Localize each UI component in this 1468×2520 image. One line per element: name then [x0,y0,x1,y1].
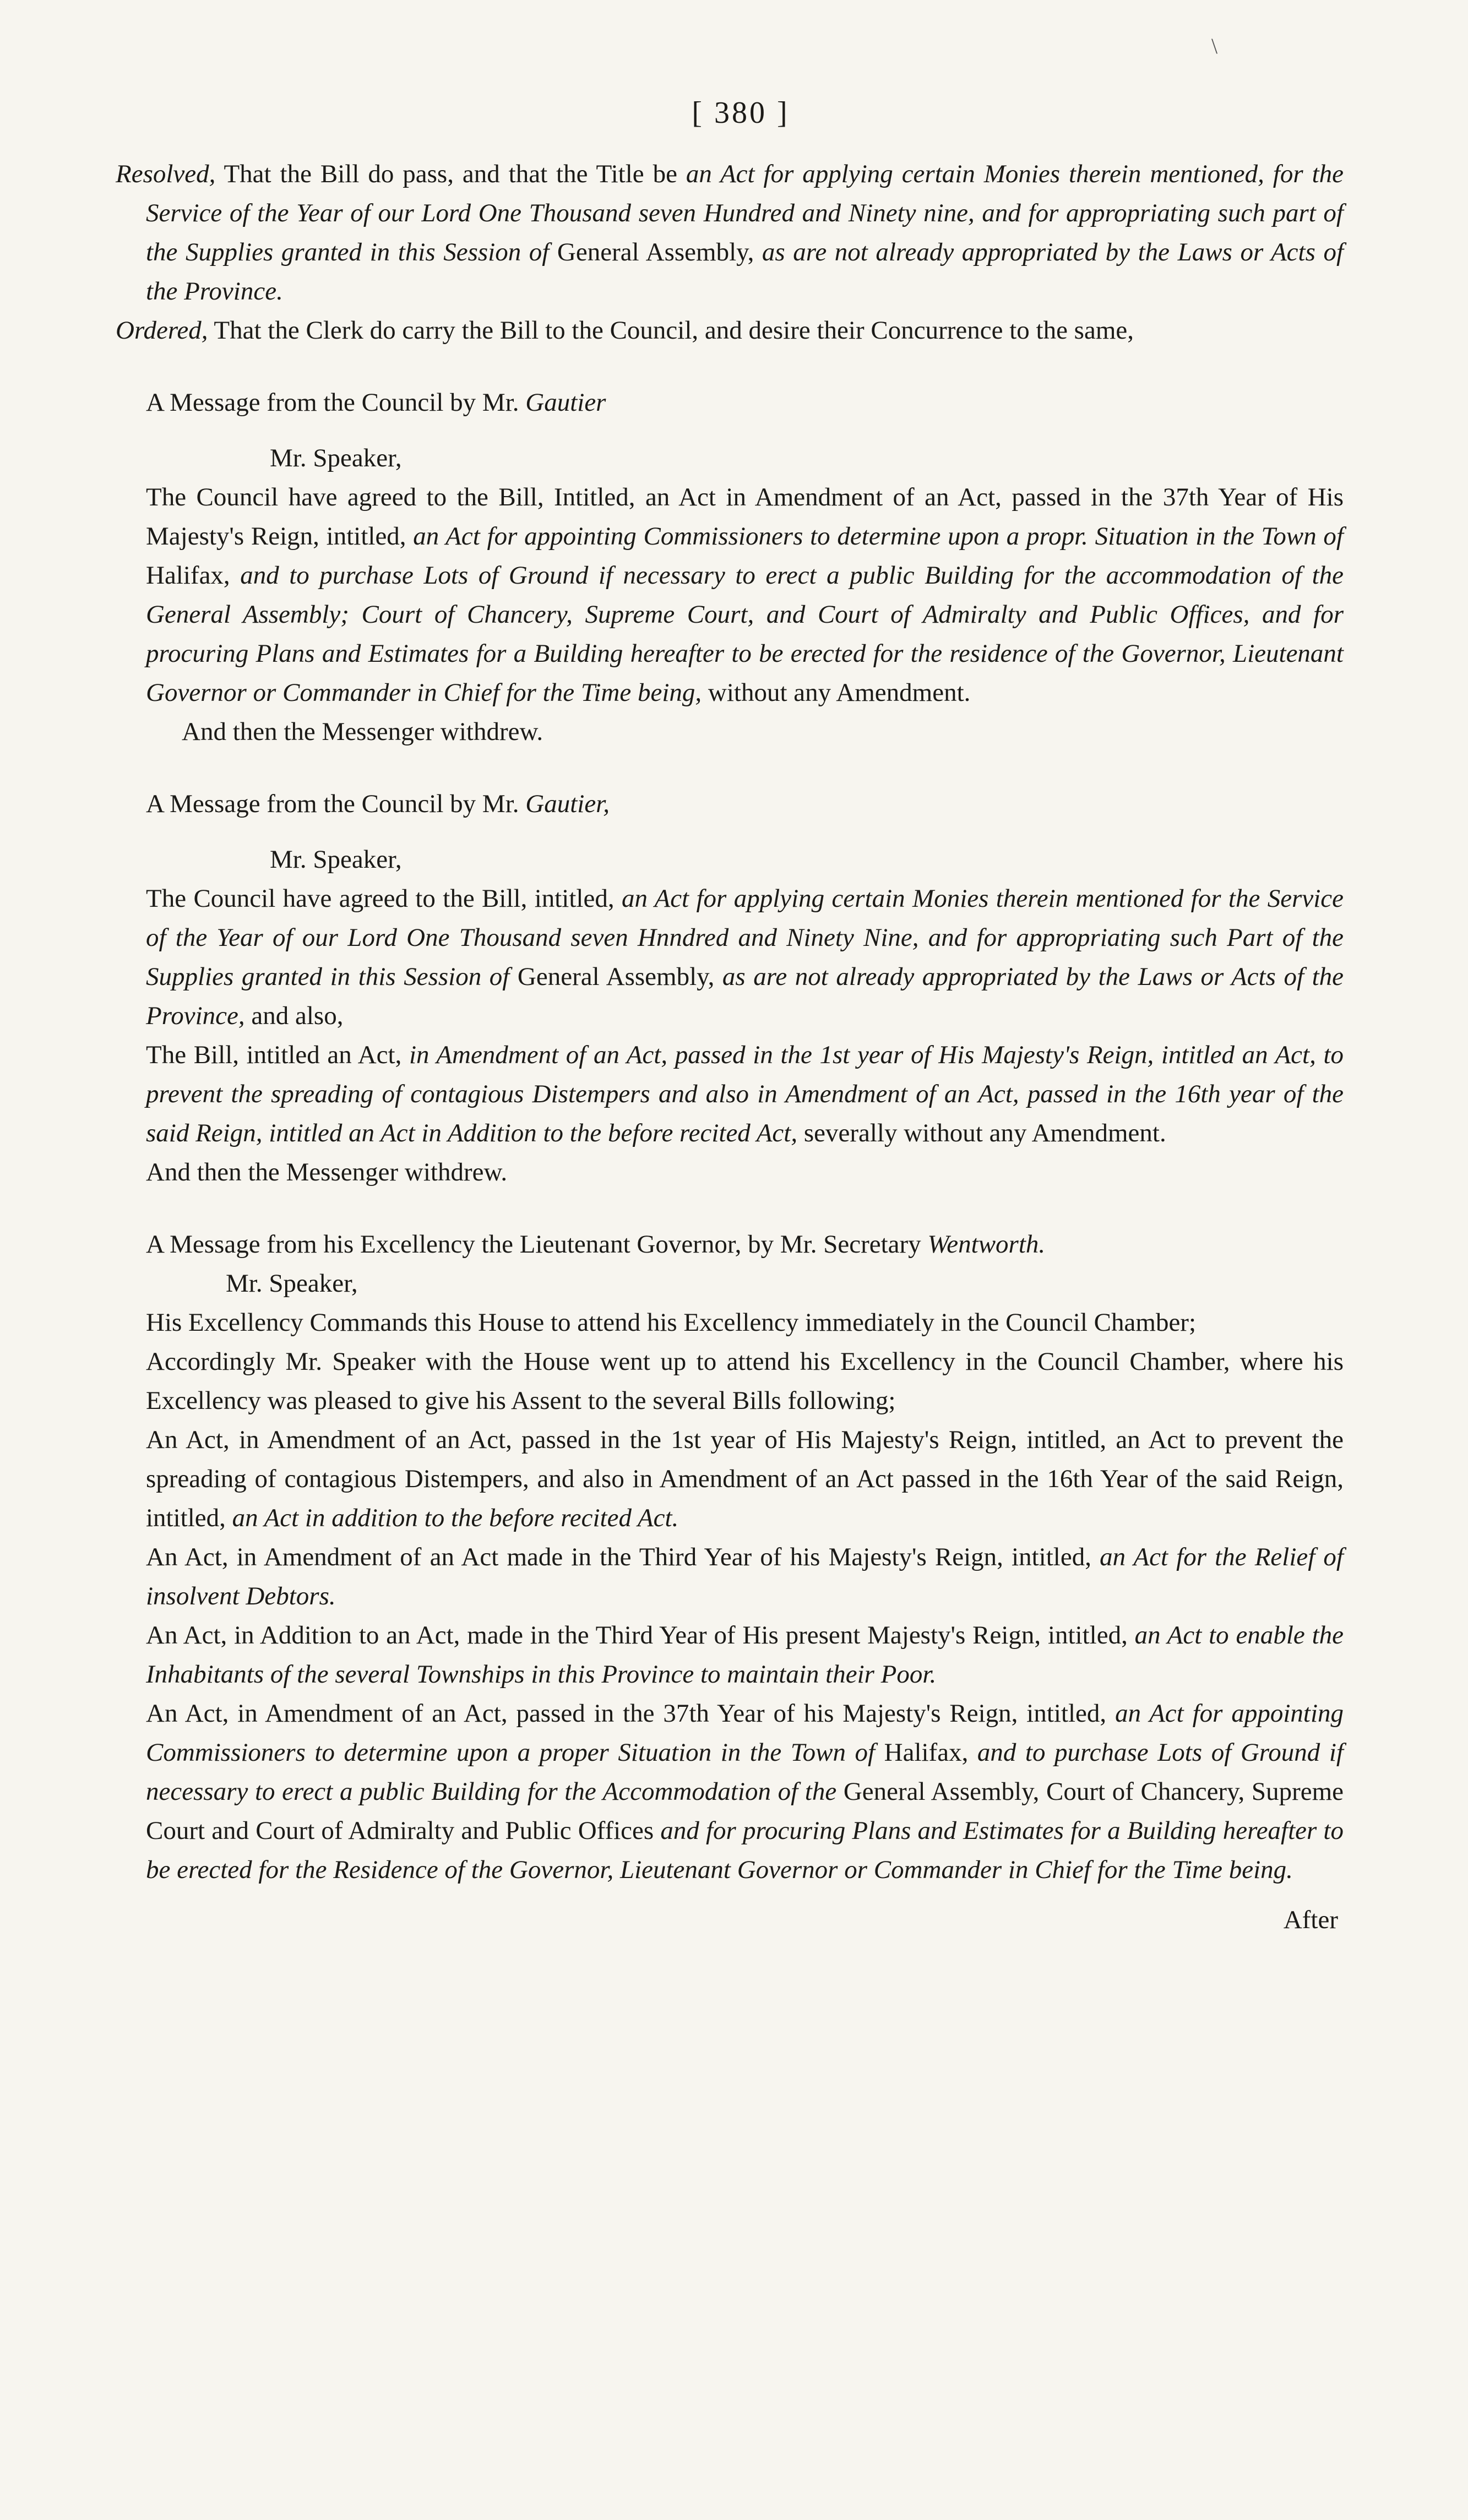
message-body-1-e: without any Amendment. [702,678,971,707]
bill-item-4-title-b: and to purchase Lots of Ground if necessary to erect a public Building for the Accommodation of the [146,1738,1344,1806]
speaker-address-3: Mr. Speaker, [226,1269,358,1298]
bill-item-4-courts: General Assembly, Court of Chancery, Supreme Court and Court of Admiralty and Public Offices [146,1777,1344,1845]
message-heading-1-name: Gautier [525,388,606,417]
resolved-text-b: an Act for applying certain Monies therein mentioned, for the Service of the Year of our Lord One Thousand seven Hundred and Ninety nine, and for appropriating such part of the Supplies granted in this Session of [146,160,1344,266]
message-body-3-a: His Excellency Commands this House to attend his Excellency immediately in the Council Chamber; [146,1308,1197,1337]
resolved-text-d: as are not already appropriated by the Laws or Acts of the Province. [146,238,1344,306]
message-body-2-d: as are not already appropriated by the Laws or Acts of the Province, [146,962,1344,1030]
speaker-address-1: Mr. Speaker, [270,444,402,472]
resolved-lead: Resolved, [116,160,216,188]
bill-item-2-title: an Act for the Relief of insolvent Debtors. [146,1543,1344,1610]
catchword: After [1283,1906,1338,1934]
bill-item-1 [116,1420,1344,1538]
bill-item-3 [116,1616,1344,1694]
bill-item-3-text: An Act, in Addition to an Act, made in the Third Year of His present Majesty's Reign, intitled, [146,1621,1135,1650]
message-heading-3-name: Wentworth. [927,1230,1046,1259]
bill-item-4-title-a: an Act for appointing Commissioners to determine upon a proper Situation in the Town of [146,1699,1344,1767]
message-body-2-g: in Amendment of an Act, passed in the 1st year of His Majesty's Reign, intitled an Act, to prevent the spreading of contagious Distempers and also in Amendment of an Act, passed in the 16th year of the said Reign, intitled an Act in Addition to the before recited Act, [146,1041,1344,1147]
message-body-2-f: The Bill, intitled an Act, [146,1041,409,1069]
message-body-1 [116,478,1344,712]
message-body-2-b: an Act for applying certain Monies therein mentioned for the Service of the Year of our Lord One Thousand seven Hnndred and Ninety Nine, and for appropriating such Part of the Supplies granted in this Session of [146,884,1344,991]
messenger-withdrew-2: And then the Messenger withdrew. [146,1158,508,1186]
margin-mark: \ [1211,34,1218,58]
message-body-2-e: and also, [244,1002,344,1030]
message-body-2 [116,879,1344,1036]
document-page [116,94,1344,1940]
resolved-text-a: That the Bill do pass, and that the Title be [215,160,686,188]
page-number: [ 380 ] [692,96,790,130]
message-body-2-c: General Assembly, [509,962,722,991]
ordered-text: That the Clerk do carry the Bill to the Council, and desire their Concurrence to the same, [208,316,1134,345]
message-body-1-b: an Act for appointing Commissioners to determine upon a propr. Situation in the Town of [413,522,1344,551]
message-heading-3-text: A Message from his Excellency the Lieutenant Governor, by Mr. Secretary [146,1230,928,1259]
bill-item-4-text: An Act, in Amendment of an Act, passed in the 37th Year of his Majesty's Reign, intitled, [146,1699,1116,1728]
messenger-withdrew-1: And then the Messenger withdrew. [182,717,543,746]
speaker-address-2: Mr. Speaker, [270,845,402,874]
message-body-2-a: The Council have agreed to the Bill, intitled, [146,884,622,913]
message-heading-1 [116,383,1344,422]
bill-item-3-title: an Act to enable the Inhabitants of the several Townships in this Province to maintain their Poor. [146,1621,1344,1689]
bill-item-2 [116,1538,1344,1616]
message-heading-2-name: Gautier, [525,790,610,818]
bill-item-2-text: An Act, in Amendment of an Act made in the Third Year of his Majesty's Reign, intitled, [146,1543,1100,1571]
bill-item-1-text: An Act, in Amendment of an Act, passed in the 1st year of His Majesty's Reign, intitled, an Act to prevent the spreading of contagious Distempers, and also in Amendment of an Act passed in the 16th Year of the said Reign, intitled, [146,1425,1344,1532]
resolution-paragraph [116,155,1344,311]
message-body-2-h: severally without any Amendment. [797,1119,1166,1147]
message-body-1-a: The Council have agreed to the Bill, Intitled, an Act in Amendment of an Act, passed in the 37th Year of His Majesty's Reign, intitled, [146,483,1344,551]
message-body-2-bill [116,1036,1344,1153]
bill-item-4 [116,1694,1344,1890]
bill-item-1-title: an Act in addition to the before recited Act. [232,1504,679,1532]
bill-item-4-place: Halifax, [875,1738,977,1767]
message-body-1-d: and to purchase Lots of Ground if necessary to erect a public Building for the accommodation of the General Assembly; Court of Chancery, Supreme Court, and Court of Admiralty and Public Offices, and for procuring Plans and Estimates for a Building hereafter to be erected for the residence of the Governor, Lieutenant Governor or Commander in Chief for the Time being, [146,561,1344,707]
message-body-1-c: Halifax, [146,561,241,590]
message-heading-2-text: A Message from the Council by Mr. [146,790,526,818]
resolved-text-c: General Assembly, [549,238,762,266]
ordered-paragraph [116,311,1344,350]
ordered-lead: Ordered, [116,316,208,345]
message-heading-3 [116,1225,1344,1264]
message-body-3-b: Accordingly Mr. Speaker with the House went up to attend his Excellency in the Council Chamber, where his Excellency was pleased to give his Assent to the several Bills following; [146,1347,1344,1415]
bill-item-4-title-c: and for procuring Plans and Estimates for a Building hereafter to be erected for the Residence of the Governor, Lieutenant Governor or Commander in Chief for the Time being. [146,1816,1344,1884]
message-heading-1-text: A Message from the Council by Mr. [146,388,526,417]
message-heading-2 [116,785,1344,824]
